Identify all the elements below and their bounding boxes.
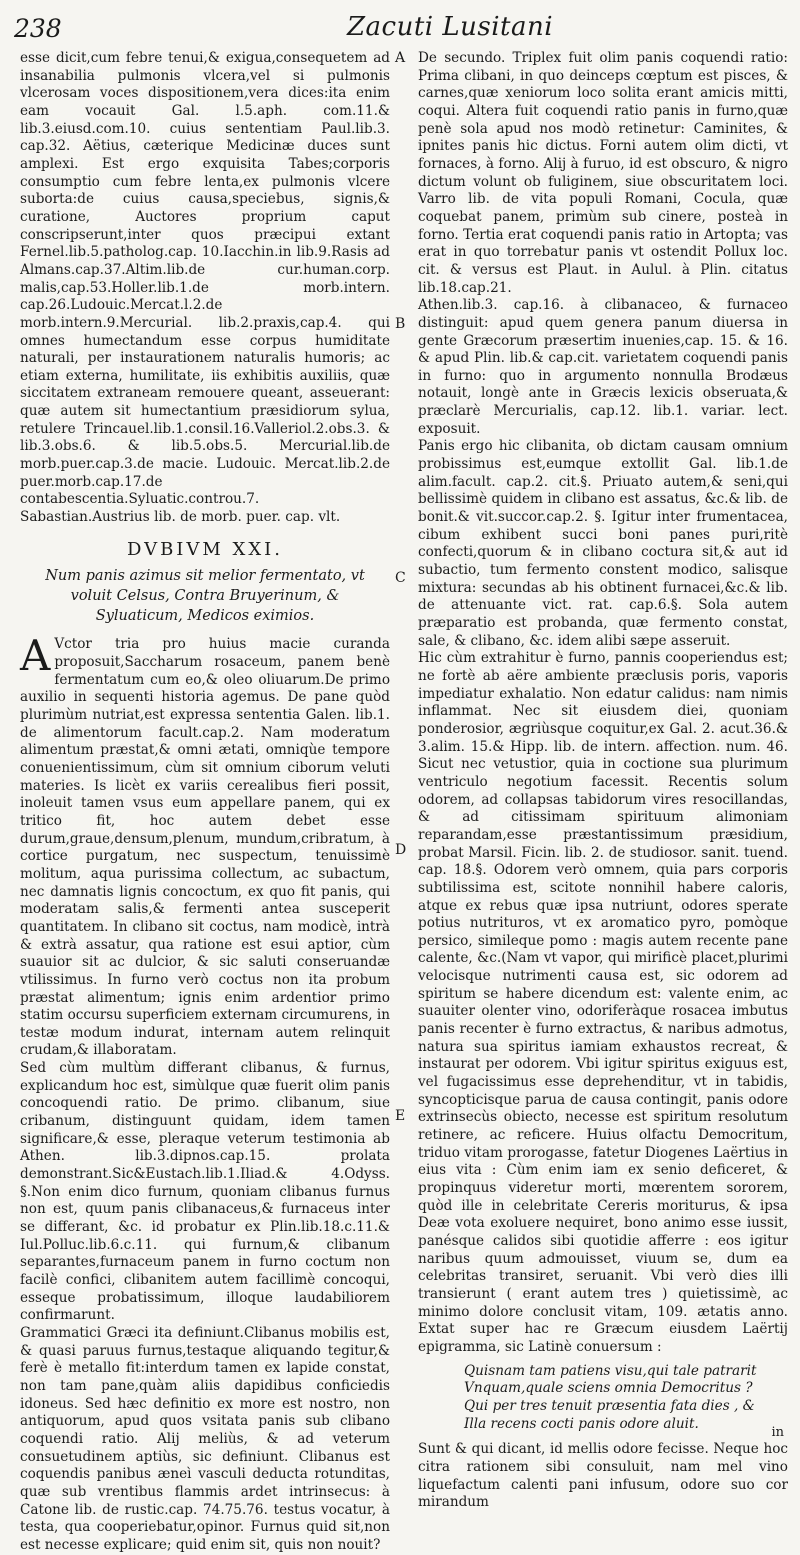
catchword: in xyxy=(771,1425,784,1440)
verse-line: Vnquam,quale sciens omnia Democritus ? xyxy=(464,1380,753,1397)
section-heading: DVBIVM XXI. xyxy=(126,538,284,560)
margin-letter-b: B xyxy=(395,316,406,332)
margin-letter-c: C xyxy=(395,570,406,586)
right-column xyxy=(418,50,788,1512)
verse-line: Quisnam tam patiens visu,qui tale patrarit xyxy=(464,1362,757,1379)
page-number: 238 xyxy=(14,14,62,43)
section-subtitle: Num panis azimus sit melior fermentato, vt voluit Celsus, Contra Bruyerinum, & Syluaticum, Medicos eximios. xyxy=(45,568,365,625)
paragraph: Panis ergo hic clibanita, ob dictam causam omnium probissimus est,eumque extollit Gal. lib.1.de alim.facult. cap.2. cit.§. Priuato autem,& seni,qui bellissimè quidem in clibano est assatus, &c.& lib. de bonit.& vit.succor.cap.2. §. Igitur inter frumentacea, cibum exhibent succi boni panes puri,ritè confecti,quorum & in clibano coctura sit,& aut id subactio, tum fermento constent modico, salisque mixtura: secundas ab his obtinent furnacei,&c.& lib. de attenuante vict. rat. cap.6.§. Sola autem præparatio est probanda, quæ fermento constat, sale, & clibano, &c. idem alibi sæpe asseruit. xyxy=(418,438,788,649)
margin-letter-e: E xyxy=(395,1108,406,1124)
paragraph: Sunt & qui dicant, id mellis odore fecisse. Neque hoc citra rationem sibi consuluit, nam mel vino liquefactum calenti pani infusum, odore suo cor mirandum xyxy=(418,1441,788,1511)
paragraph: Grammatici Græci ita definiunt.Clibanus mobilis est, & quasi paruus furnus,testaque aliquando tegitur,& ferè è metallo fit:interdum tamen ex lapide constat, non tam pane,quàm aliis dapidibus conficiedis idoneus. Sed hæc definitio ex more est nostro, non antiquorum, apud quos vsitata panis sub clibano coquendi ratio. Alij meliùs, & ad veterum consuetudinem aptiùs, sic definiunt. Clibanus est coquendis panibus æneì vasculi deducta rotunditas, quæ sub vrentibus flammis ardet intrinsecus: à Catone lib. de rustic.cap. 74.75.76. testus vocatur, à testa, qua cooperiebatur,opinor. Furnus quid sit,non est necesse explicare; quid enim sit, quis non nouit? xyxy=(20,1324,390,1553)
margin-letter-a: A xyxy=(395,50,406,66)
paragraph: De secundo. Triplex fuit olim panis coquendi ratio: Prima clibani, in quo deinceps cœptum est pisces, & carnes,quæ xeniorum loco solita erant amicis mitti, coqui. Altera fuit coquendi ratio panis in furno,quæ penè sola apud nos modò retinetur: Caminites, & ipnites panis hic dictus. Forni autem olim dicti, vt fornaces, à forno. Alij à furuo, id est obscuro, & nigro dictum volunt ob fuliginem, siue obscuritatem loci. Varro lib. de vita populi Romani, Cocula, quæ coquebat panem, primùm sub cinere, posteà in forno. Tertia erat coquendi panis ratio in Artopta; vas erat in quo torrebatur panis vt ostendit Pollux loc. cit. & versus est Plaut. in Aulul. à Plin. citatus lib.18.cap.21. xyxy=(418,50,788,296)
left-column xyxy=(20,50,390,1555)
running-title: Zacuti Lusitani xyxy=(346,12,554,42)
drop-cap: A xyxy=(20,631,51,681)
paragraph-text: Vctor tria pro huius macie curanda proposuit,Saccharum rosaceum, panem benè fermentatum cum eo,& oleo oliuarum.De primo auxilio in sequenti historia agemus. De pane quòd plurimùm nutriat,est expressa sententia Galen. lib.1. de alimentorum facult.cap.2. Nam moderatum alimentum præstat,& omni ætati, omniqùe tempore conuenientissimum, cùm sit omnium ciborum veluti materies. Is licèt ex variis cerealibus fieri possit, inoleuit tamen vsus eum appellare panem, qui ex tritico fit, hoc autem debet esse durum,graue,densum,plenum, mundum,cribratum, à cortice purgatum, nec suspectum, tenuissimè molitum, aqua purissima collectum, ac subactum, nec damnatis lignis concoctum, ex quo fit panis, qui moderatam salis,& fermenti antea susceperit quantitatem. In clibano sit coctus, nam modicè, intrà & extrà assatur, qua ratione est esui aptior, cùm suauior sit ac dulcior, & sic saluti conseruandæ vtilissimus. In furno verò coctus non ita probum præstat alimentum; ignis enim ardentior primo statim occursu superficiem externam circumurens, in testæ modum indurat, internam autem relinquit crudam,& illaboratam. xyxy=(20,636,390,1059)
verse-line: Qui per tres tenuit præsentia fata dies , & xyxy=(464,1397,755,1414)
paragraph: esse dicit,cum febre tenui,& exigua,consequetem ad insanabilia pulmonis vlcera,vel si pulmonis vlcerosam voces dispositionem,vera dices:ita enim eam vocauit Gal. l.5.aph. com.11.& lib.3.eiusd.com.10. cuius sententiam Paul.lib.3. cap.32. Aëtius, cæterique Medicinæ duces sunt amplexi. Est ergo exquisita Tabes;corporis consumptio cum febre lenta,ex pulmonis vlcere suborta:de cuius causa,speciebus, signis,& curatione, Auctores proprium caput conscripserunt,inter quos præcipui extant Fernel.lib.5.patholog.cap. 10.Iacchin.in lib.9.Rasis ad Almans.cap.37.Altim.lib.de cur.human.corp. malis,cap.53.Holler.lib.1.de morb.intern. cap.26.Ludouic.Mercat.l.2.de morb.intern.9.Mercurial. lib.2.praxis,cap.4. qui omnes humectandum esse corpus humiditate naturali, per instaurationem naturalis humoris; ac etiam externa, humilitate, iis exhibitis auxiliis, quæ siccitatem extraneam remouere queant, asseuerant: quæ autem sit humectantium præsidiorum sylua, retulere Trincauel.lib.1.consil.16.Valleriol.2.obs.3. & lib.3.obs.6. & lib.5.obs.5. Mercurial.lib.de morb.puer.cap.3.de macie. Ludouic. Mercat.lib.2.de puer.morb.cap.17.de contabescentia.Syluatic.controu.7. Sabastian.Austrius lib. de morb. puer. cap. vlt. xyxy=(20,50,390,526)
paragraph: Athen.lib.3. cap.16. à clibanaceo, & furnaceo distinguit: apud quem genera panum diuersa in gente Græcorum præsertim inuenies,cap. 15. & 16. & apud Plin. lib.& cap.cit. varietatem coquendi panis in furno: quo in argumento nonnulla Brodæus notauit, longè ante in Græcis lexicis obseruata,& præclarè Mercurialis, cap.12. lib.1. variar. lect. exposuit. xyxy=(418,297,788,437)
margin-letter-d: D xyxy=(395,842,407,858)
paragraph: Sed cùm multùm differant clibanus, & furnus, explicandum hoc est, simùlque quæ fuerit olim panis concoquendi ratio. De primo. clibanum, siue cribanum, distinguunt quidam, idem tamen significare,& esse, pleraque veterum testimonia ab Athen. lib.3.dipnos.cap.15. prolata demonstrant.Sic&Eustach.lib.1.Iliad.& 4.Odyss. §.Non enim dico furnum, quoniam clibanus furnus non est, quum panis clibanaceus,& furnaceus inter se differant, &c. id probatur ex Plin.lib.18.c.11.& Iul.Polluc.lib.6.c.11. qui furnum,& clibanum separantes,furnaceum panem in furno coctum non facilè confici, clibanitem autem facillimè concoqui, esseque probatissimum, illoque laudabiliorem confirmarunt. xyxy=(20,1060,390,1324)
epigram-verse xyxy=(418,1363,788,1434)
paragraph xyxy=(20,631,390,1060)
paragraph: Hic cùm extrahitur è furno, pannis cooperiendus est; ne fortè ab aëre ambiente præclusis poris, vaporis impediatur exhalatio. Non edatur calidus: nam nimis inflammat. Nec sit eiusdem diei, quoniam ponderosior, ægriùsque coquitur,ex Gal. 2. acut.36.& 3.alim. 15.& Hipp. lib. de intern. affection. num. 46. Sicut nec vetustior, quia in coctione sua plurimum ventriculo negotium facessit. Recentis solum odorem, ad collapsas tabidorum vires resocillandas, & ad citissimam spirituum alimoniam reparandam,esse præstantissimum præsidium, probat Marsil. Ficin. lib. 2. de studiosor. sanit. tuend. cap. 18.§. Odorem verò omnem, quia pars corporis subtilissima est, scitote nonnihil habere caloris, atque ex rebus quæ ipsa nutriunt, odores sperate potius nutrituros, vt ex aromatico pyro, pomòque persico, simileque pomo : magis autem recente pane calente, &c.(Nam vt vapor, qui mirificè placet,plurimi velocisque nutrimenti causa est, sic odorem ad spiritum se habere dicendum est: valente enim, ac suauiter olenter vino, odoriferàque rosacea imbutus panis recenter è furno extractus, & naribus admotus, natura sua spiritus iamiam exhaustos recreat, & instaurat per odorem. Vbi igitur spiritus exiguus est, vel fugacissimus esse deprehenditur, vt in tabidis, syncopticisque parua de causa contingit, panis odore extrinsecùs obiecto, necesse est spiritum resolutum retinere, ac reficere. Huius olfactu Democritum, triduo vitam prorogasse, fatetur Diogenes Laërtius in eius vita : Cùm enim iam ex senio deficeret, & propinquus videretur morti, mœrentem sororem, quòd ille in celebritate Cereris moriturus, & ipsa Deæ vota exoluere nequiret, bono animo esse iussit, panésque calidos sibi quotidie afferre : eos igitur naribus quum admouisset, viuum se, dum ea celebritas transiret, seruanit. Vbi verò dies illi transierunt ( erant autem tres ) quietissimè, ac minimo dolore conclusit vitam, 109. ætatis anno. Extat super hac re Græcum eiusdem Laërtij epigramma, sic Latinè conuersum : xyxy=(418,650,788,1355)
verse-line: Illa recens cocti panis odore aluit. xyxy=(464,1415,699,1432)
